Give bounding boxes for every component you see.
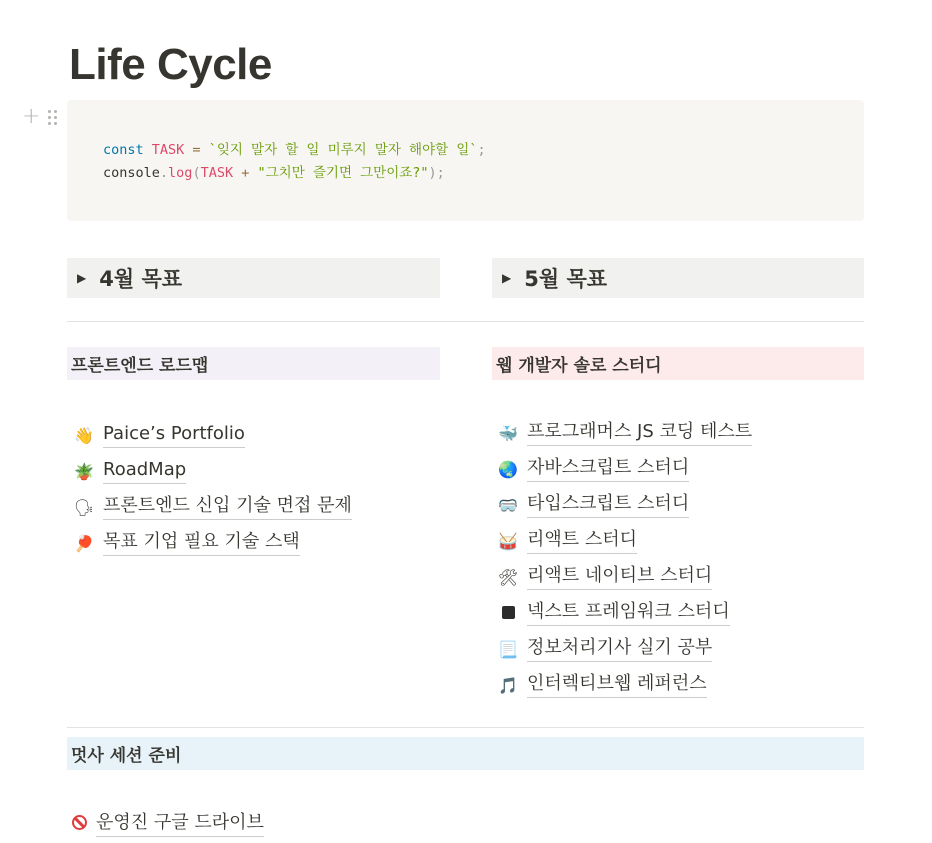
drum-icon: 🥁 <box>498 531 518 551</box>
code-block[interactable] <box>67 100 864 221</box>
page-link[interactable]: 운영진 구글 드라이브 <box>96 811 264 837</box>
hammer-wrench-icon: 🛠 <box>497 567 519 587</box>
code-string: "그치만 즐기면 그만이죠?" <box>257 165 429 181</box>
list-item[interactable] <box>497 559 752 595</box>
toggle-arrow-icon[interactable]: ▶ <box>77 271 87 285</box>
code-keyword: const <box>103 142 144 158</box>
toggle-label: 5월 목표 <box>524 267 608 291</box>
page-link[interactable]: Paice’s Portfolio <box>103 422 245 448</box>
code-function: log <box>168 165 193 181</box>
code-operator: = <box>184 142 209 158</box>
code-operator: + <box>233 165 258 181</box>
page-link[interactable]: 자바스크립트 스터디 <box>527 456 689 482</box>
list-item[interactable] <box>69 806 264 842</box>
webdev-link-list <box>497 415 752 703</box>
goggles-icon: 🥽 <box>498 495 518 515</box>
list-item[interactable] <box>73 453 352 489</box>
potted-plant-icon: 🪴 <box>74 461 94 481</box>
ping-pong-icon: 🏓 <box>74 533 94 553</box>
page-link[interactable]: 프로그래머스 JS 코딩 테스트 <box>527 420 752 446</box>
list-item[interactable] <box>497 487 752 523</box>
divider <box>67 321 864 322</box>
page-link[interactable]: 인터렉티브웹 레퍼런스 <box>527 672 707 698</box>
black-square-icon <box>497 604 519 623</box>
code-punctuation: ( <box>192 165 201 181</box>
section-frontend-roadmap: 프론트엔드 로드맵 <box>67 347 440 380</box>
toggle-label: 4월 목표 <box>99 267 183 291</box>
toggle-may-goals[interactable] <box>492 258 864 298</box>
add-block-icon[interactable]: + <box>22 104 41 129</box>
toggle-arrow-icon[interactable]: ▶ <box>502 271 512 285</box>
section-likelion-session: 멋사 세션 준비 <box>67 737 864 770</box>
page-link[interactable]: RoadMap <box>103 458 186 484</box>
section-webdev-study: 웹 개발자 솔로 스터디 <box>492 347 864 380</box>
prohibited-icon <box>69 815 89 834</box>
block-handle[interactable] <box>22 104 57 129</box>
divider <box>67 727 864 728</box>
list-item[interactable] <box>497 595 752 631</box>
list-item[interactable] <box>497 631 752 667</box>
list-item[interactable] <box>497 451 752 487</box>
list-item[interactable] <box>497 667 752 703</box>
list-item[interactable] <box>73 525 352 561</box>
page-link[interactable]: 프론트엔드 신입 기술 면접 문제 <box>103 494 352 520</box>
list-item[interactable] <box>73 417 352 453</box>
page-icon: 📃 <box>498 639 518 659</box>
list-item[interactable] <box>497 415 752 451</box>
page-link[interactable]: 리액트 스터디 <box>527 528 637 554</box>
page-title: Life Cycle <box>69 40 272 89</box>
toggle-april-goals[interactable] <box>67 258 440 298</box>
music-notes-icon: 🎵 <box>498 675 518 695</box>
page-link[interactable]: 타입스크립트 스터디 <box>527 492 689 518</box>
page-link[interactable]: 리액트 네이티브 스터디 <box>527 564 712 590</box>
whale-icon: 🐳 <box>498 423 518 443</box>
code-object: console <box>103 165 160 181</box>
page-link[interactable]: 정보처리기사 실기 공부 <box>527 636 712 662</box>
code-variable: TASK <box>200 165 234 181</box>
speaking-head-icon: 🗣 <box>73 497 95 517</box>
code-punctuation: ; <box>477 142 486 158</box>
drag-handle-icon[interactable] <box>48 110 57 125</box>
list-item[interactable] <box>73 489 352 525</box>
globe-icon: 🌏 <box>498 459 518 479</box>
list-item[interactable] <box>497 523 752 559</box>
code-punctuation: . <box>159 165 169 181</box>
page-link[interactable]: 목표 기업 필요 기술 스택 <box>103 530 300 556</box>
code-punctuation: ); <box>428 165 445 181</box>
code-string: `잊지 말자 할 일 미루지 말자 해야할 일` <box>208 142 478 158</box>
code-variable: TASK <box>151 142 185 158</box>
page-link[interactable]: 넥스트 프레임워크 스터디 <box>527 600 730 626</box>
frontend-link-list <box>73 417 352 561</box>
waving-hand-icon: 👋 <box>74 425 94 445</box>
likelion-link-list <box>69 806 264 842</box>
